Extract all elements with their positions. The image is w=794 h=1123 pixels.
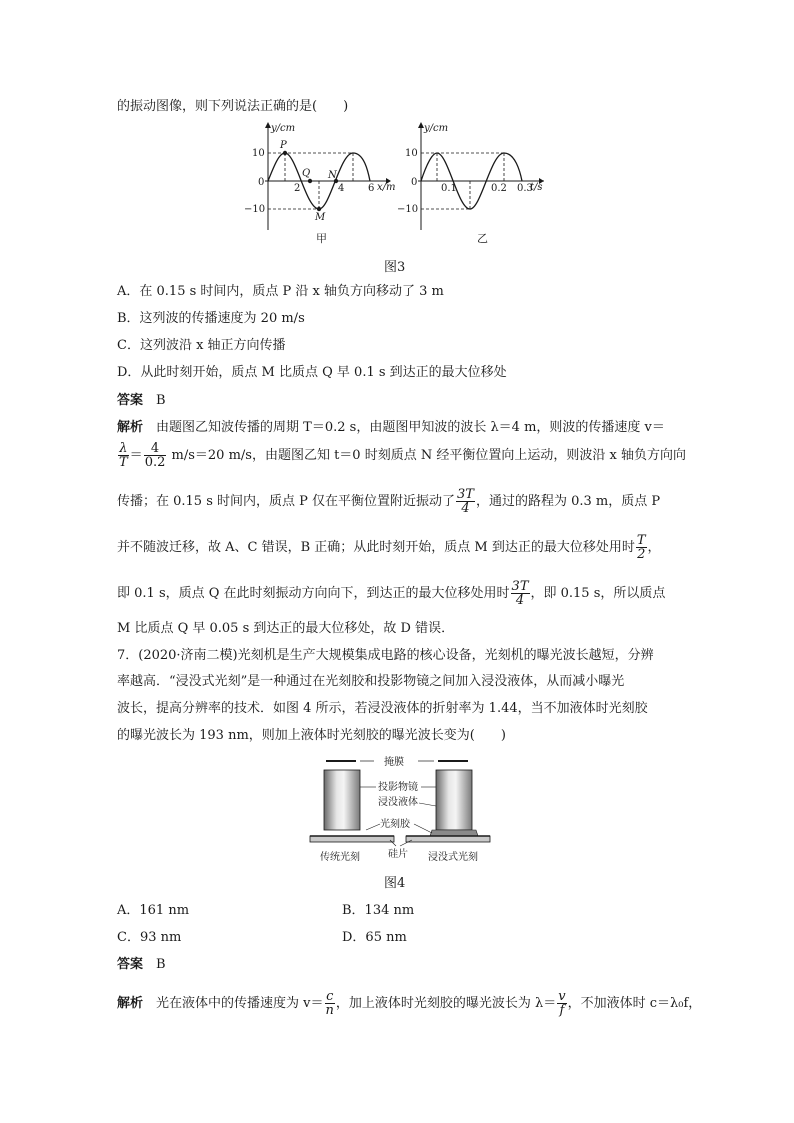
q7-option-d: D．65 nm [342, 930, 407, 945]
q7-option-a: A．161 nm [117, 903, 190, 918]
q7-line-4: 的曝光波长为 193 nm，则加上液体时光刻胶的曝光波长变为( ) [117, 728, 506, 743]
svg-text:0.2: 0.2 [491, 183, 507, 194]
answer-line-q7: 答案 B [117, 957, 166, 972]
explanation-line-5: 即 0.1 s，质点 Q 在此时刻振动方向向下，到达正的最大位移处用时 $\frac{3T}{4}$ ，即 0.15 s，所以质点 [117, 579, 666, 608]
wafer-right [406, 836, 490, 842]
wave-graph-jia [244, 122, 396, 245]
svg-text:10: 10 [252, 148, 265, 159]
label-liquid: 浸没液体 [378, 797, 418, 808]
jia-caption: 甲 [316, 232, 327, 245]
q7-option-c: C．93 nm [117, 930, 182, 945]
option-d: D．从此时刻开始，质点 M 比质点 Q 早 0.1 s 到达正的最大位移处 [117, 365, 507, 380]
jia-x-label: x/m [377, 182, 396, 193]
label-mask: 掩膜 [384, 757, 404, 768]
label-resist: 光刻胶 [380, 819, 410, 830]
fraction-c-over-n: $\frac{c}{n}$ [325, 989, 334, 1018]
q7-line-1: 7．(2020·济南二模)光刻机是生产大规模集成电路的核心设备，光刻机的曝光波长越短，分辨 [117, 648, 654, 663]
q7-explanation: 解析 光在液体中的传播速度为 v＝ $\frac{c}{n}$ ，加上液体时光刻胶的曝光波长为 λ＝ $\frac{v}{f}$ ，不加液体时 c＝λ₀f， [117, 989, 702, 1018]
fraction-lambda-over-t: $\frac{\lambda}{T}$ [119, 441, 128, 470]
figure-4-caption: 图4 [384, 876, 406, 891]
explanation-line-6: M 比质点 Q 早 0.05 s 到达正的最大位移处，故 D 错误． [117, 621, 455, 636]
jia-y-label: y/cm [271, 123, 296, 134]
fraction-t-over-2: $\frac{T}{2}$ [636, 533, 646, 562]
point-n-label: N [328, 170, 337, 181]
lens-left [324, 770, 360, 830]
point-q-label: Q [302, 168, 311, 179]
fraction-v-over-f: $\frac{v}{f}$ [558, 989, 566, 1018]
question-stem-end: 的振动图像，则下列说法正确的是( ) [117, 99, 349, 114]
fraction-3t-over-4-b: $\frac{3T}{4}$ [511, 579, 529, 608]
svg-text:10: 10 [405, 148, 418, 159]
vibration-graph-yi [397, 122, 544, 245]
yi-caption: 乙 [477, 232, 488, 245]
yi-x-label: t/s [530, 182, 543, 193]
wafer-left [310, 836, 394, 842]
immersion-liquid [430, 830, 478, 836]
lens-right [436, 770, 472, 830]
figure-4 [300, 754, 500, 866]
fraction-3t-over-4: $\frac{3T}{4}$ [457, 487, 474, 516]
label-lens: 投影物镜 [378, 782, 418, 793]
svg-text:2: 2 [294, 183, 301, 194]
q7-line-3: 波长，提高分辨率的技术．如图 4 所示，若浸没液体的折射率为 1.44，当不加液体时光刻胶 [117, 701, 648, 716]
explanation-line-1: 解析 由题图乙知波传播的周期 T＝0.2 s，由题图甲知波的波长 λ＝4 m，则波的传播速度 v＝ [117, 420, 665, 435]
label-immersion: 浸没式光刻 [428, 852, 478, 863]
yi-y-label: y/cm [424, 123, 449, 134]
svg-text:0.1: 0.1 [441, 183, 457, 194]
svg-text:6: 6 [368, 183, 375, 194]
option-a: A．在 0.15 s 时间内，质点 P 沿 x 轴负方向移动了 3 m [117, 284, 444, 299]
option-b: B．这列波的传播速度为 20 m/s [117, 311, 305, 326]
explanation-line-2: $\frac{\lambda}{T}$ ＝ $\frac{4}{0.2}$ m/s＝20 m/s，由题图乙知 t＝0 时刻质点 N 经平衡位置向上运动，则波沿 x 轴负方向向 [119, 441, 686, 470]
explanation-line-4: 并不随波迁移，故 A、C 错误，B 正确；从此时刻开始，质点 M 到达正的最大位移处用时 $\frac{T}{2}$ ， [117, 533, 661, 562]
answer-label: 答案 [117, 393, 144, 408]
label-wafer: 硅片 [388, 849, 408, 860]
q7-line-2: 率越高．“浸没式光刻”是一种通过在光刻胶和投影物镜之间加入浸没液体，从而减小曝光 [117, 674, 625, 689]
option-c: C．这列波沿 x 轴正方向传播 [117, 338, 286, 353]
fraction-4-over-0.2: $\frac{4}{0.2}$ [144, 441, 166, 470]
label-traditional: 传统光刻 [320, 852, 360, 863]
answer-value: B [156, 393, 166, 408]
svg-text:0: 0 [411, 177, 418, 188]
svg-text:−10: −10 [397, 204, 419, 215]
svg-text:−10: −10 [244, 204, 266, 215]
figure-3 [244, 118, 550, 248]
figure-3-caption: 图3 [384, 260, 406, 275]
point-m-label: M [315, 212, 326, 223]
point-p-label: P [280, 140, 287, 151]
svg-text:0.3: 0.3 [517, 183, 533, 194]
answer-line-q6 [117, 392, 166, 410]
explanation-line-3: 传播；在 0.15 s 时间内，质点 P 仅在平衡位置附近振动了 $\frac{3T}{4}$ ，通过的路程为 0.3 m，质点 P [117, 487, 661, 516]
svg-text:4: 4 [338, 183, 345, 194]
q7-option-b: B．134 nm [342, 903, 415, 918]
svg-text:0: 0 [258, 177, 265, 188]
